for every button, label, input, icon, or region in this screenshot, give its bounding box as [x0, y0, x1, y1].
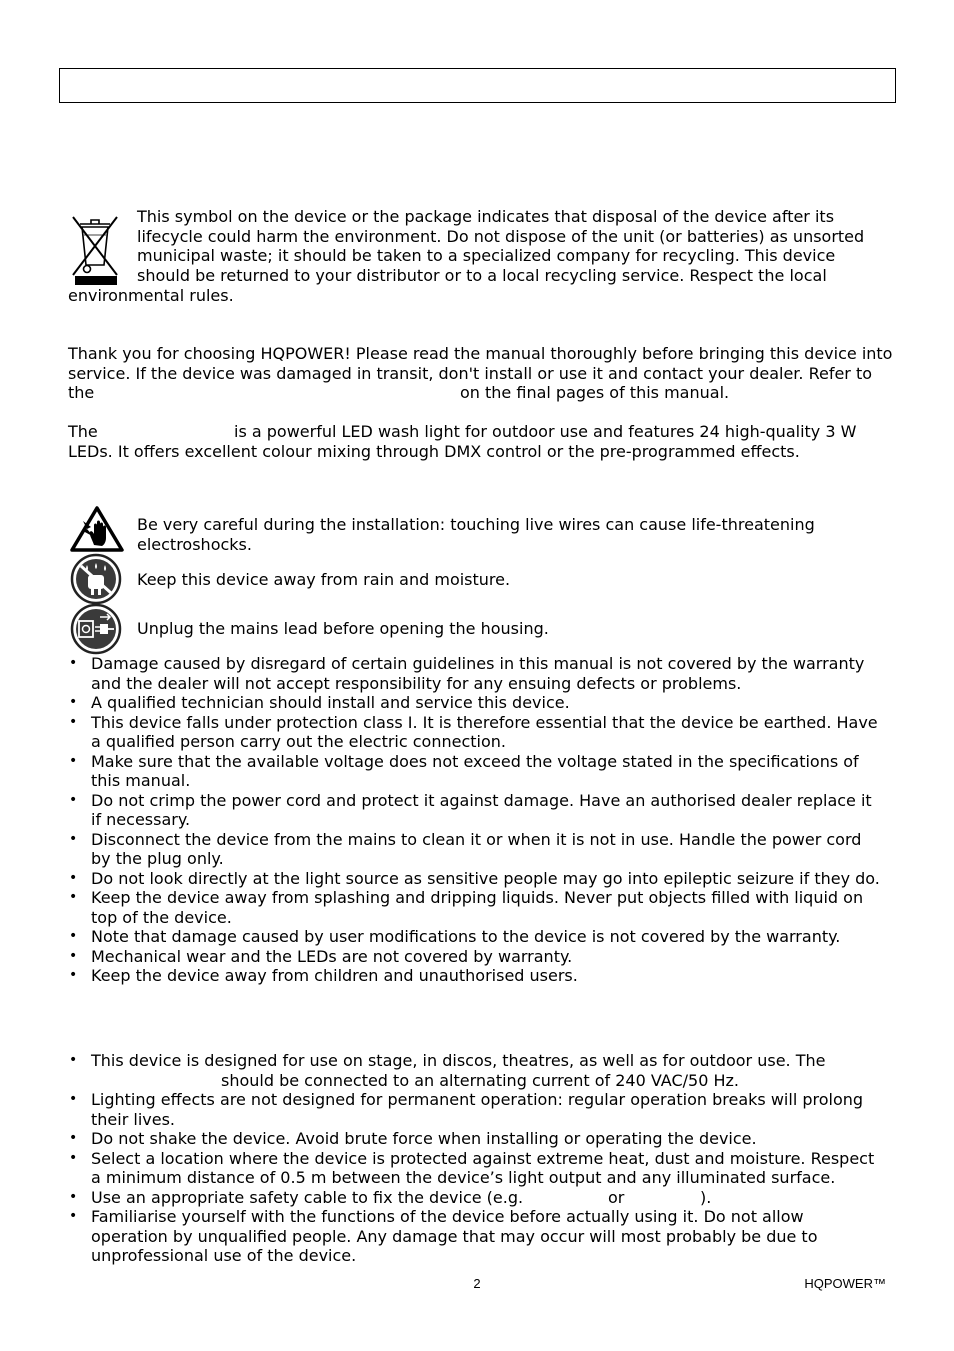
list-item-line: if necessary. [91, 810, 191, 829]
footer-brand: HQPOWER™ [804, 1276, 886, 1291]
unplug-warning-text [137, 619, 549, 639]
bullet-icon: • [69, 1052, 78, 1068]
list-item-line: Make sure that the available voltage does not exceed the voltage stated in the specifications of [91, 751, 859, 771]
list-item [68, 752, 898, 791]
bullet-icon: • [69, 1208, 78, 1224]
disposal-notice [68, 207, 898, 305]
list-item-line: Keep the device away from splashing and dripping liquids. Never put objects filled with liquid on [91, 888, 864, 907]
list-item-line: by the plug only. [91, 849, 224, 868]
no-rain-icon [70, 553, 122, 605]
disposal-notice-line: environmental rules. [68, 285, 234, 305]
no-rain-graphic [70, 553, 122, 605]
unplug-mains-graphic [70, 603, 122, 655]
list-item-line: Select a location where the device is protected against extreme heat, dust and moisture. Respect [91, 1148, 875, 1168]
list-item [68, 1207, 898, 1266]
rain-warning-text [137, 570, 510, 590]
list-item-line: operation by unqualified people. Any damage that may occur will most probably be due to [91, 1226, 818, 1246]
list-item-segment: ). [700, 1187, 712, 1207]
list-item [68, 888, 898, 927]
list-item-line: a qualified person carry out the electric connection. [91, 732, 506, 751]
intro-line: Thank you for choosing HQPOWER! Please read the manual thoroughly before bringing this device into [68, 344, 893, 363]
bullet-icon: • [69, 928, 78, 944]
list-item [68, 1051, 898, 1090]
list-item [68, 791, 898, 830]
list-item-line: Do not shake the device. Avoid brute force when installing or operating the device. [91, 1129, 757, 1148]
page-number: 2 [473, 1276, 481, 1291]
disposal-notice-line: should be returned to your distributor or to a local recycling service. Respect the local [137, 266, 827, 286]
disposal-notice-line: municipal waste; it should be taken to a specialized company for recycling. This device [137, 246, 836, 266]
list-item-line: unprofessional use of the device. [91, 1246, 357, 1265]
introduction [68, 344, 898, 461]
intro-text-segment: The [68, 422, 98, 441]
list-item [68, 927, 898, 947]
list-item-line: their lives. [91, 1109, 175, 1129]
bullet-icon: • [69, 1188, 78, 1205]
list-item-line: a minimum distance of 0.5 m between the device’s light output and any illuminated surface. [91, 1168, 836, 1187]
list-item-line: top of the device. [91, 907, 232, 927]
list-item [68, 1188, 898, 1208]
list-item [68, 693, 898, 713]
list-item [68, 654, 898, 693]
bullet-icon: • [69, 1149, 78, 1166]
bullet-icon: • [69, 752, 78, 769]
list-item-line: should be connected to an alternating current of 240 VAC/50 Hz. [221, 1070, 739, 1090]
blank-line [68, 403, 898, 423]
intro-text-segment: on the final pages of this manual. [460, 383, 730, 402]
electric-shock-warning-graphic [69, 504, 125, 554]
list-item-line: A qualified technician should install and service this device. [91, 693, 570, 712]
intro-line: service. If the device was damaged in transit, don't install or use it and contact your dealer. Refer to [68, 363, 873, 383]
bullet-icon: • [69, 791, 78, 808]
unplug-mains-icon [70, 603, 122, 655]
bullet-icon: • [69, 889, 78, 905]
disposal-notice-line: This symbol on the device or the package indicates that disposal of the device after its [137, 207, 835, 226]
list-item-line: and the dealer will not accept responsibility for any ensuing defects or problems. [91, 673, 742, 693]
list-item-line: Disconnect the device from the mains to clean it or when it is not in use. Handle the power cord [91, 829, 862, 849]
electroshock-warning-line: Be very careful during the installation: touching live wires can cause life-threatening [137, 515, 815, 534]
bullet-icon: • [69, 1091, 78, 1107]
intro-text-segment: the [68, 383, 95, 402]
list-item-line: this manual. [91, 771, 191, 790]
intro-line: LEDs. It offers excellent colour mixing through DMX control or the pre-programmed effects. [68, 441, 800, 461]
bullet-icon: • [69, 655, 78, 671]
list-item-line: This device falls under protection class I. It is therefore essential that the device be earthed. Have [91, 712, 878, 732]
list-item-line: Do not look directly at the light source as sensitive people may go into epileptic seizure if they do. [91, 868, 880, 888]
safety-bullet-list [68, 654, 898, 986]
bullet-icon: • [69, 967, 78, 983]
guidelines-bullet-list [68, 1051, 898, 1266]
electroshock-warning-text [137, 515, 815, 554]
intro-line [68, 422, 898, 442]
bullet-icon: • [69, 1130, 78, 1146]
list-item-segment: Use an appropriate safety cable to fix the device (e.g. [91, 1187, 524, 1207]
list-item [68, 1149, 898, 1188]
list-item [68, 1090, 898, 1129]
list-item-line: Damage caused by disregard of certain guidelines in this manual is not covered by the warranty [91, 654, 865, 673]
header-box [59, 68, 896, 103]
bullet-icon: • [69, 869, 78, 886]
list-item [68, 1129, 898, 1149]
list-item-line: Do not crimp the power cord and protect it against damage. Have an authorised dealer replace it [91, 790, 872, 810]
list-item-line: Note that damage caused by user modifications to the device is not covered by the warranty. [91, 927, 841, 946]
list-item [68, 713, 898, 752]
bullet-icon: • [69, 830, 78, 847]
list-item [68, 966, 898, 986]
intro-text-segment: is a powerful LED wash light for outdoor use and features 24 high-quality 3 W [234, 422, 857, 441]
list-item-line: Mechanical wear and the LEDs are not covered by warranty. [91, 946, 573, 966]
disposal-notice-line: lifecycle could harm the environment. Do not dispose of the unit (or batteries) as unsorted [137, 226, 865, 246]
electroshock-warning-line: electroshocks. [137, 534, 252, 554]
bullet-icon: • [69, 694, 78, 710]
list-item-line: Keep the device away from children and unauthorised users. [91, 966, 578, 985]
electric-shock-warning-icon [69, 504, 125, 554]
list-item-line: Lighting effects are not designed for permanent operation: regular operation breaks will prolong [91, 1090, 864, 1109]
bullet-icon: • [69, 947, 78, 964]
list-item-line [91, 1188, 898, 1208]
unplug-warning-line: Unplug the mains lead before opening the housing. [137, 619, 549, 638]
list-item-line: Familiarise yourself with the functions of the device before actually using it. Do not allow [91, 1207, 804, 1226]
list-item [68, 947, 898, 967]
bullet-icon: • [69, 713, 78, 730]
list-item [68, 869, 898, 889]
list-item [68, 830, 898, 869]
list-item-line: This device is designed for use on stage, in discos, theatres, as well as for outdoor use. The [91, 1051, 826, 1070]
rain-warning-line: Keep this device away from rain and moisture. [137, 570, 511, 589]
list-item-segment: or [608, 1187, 625, 1207]
intro-line [68, 383, 898, 403]
